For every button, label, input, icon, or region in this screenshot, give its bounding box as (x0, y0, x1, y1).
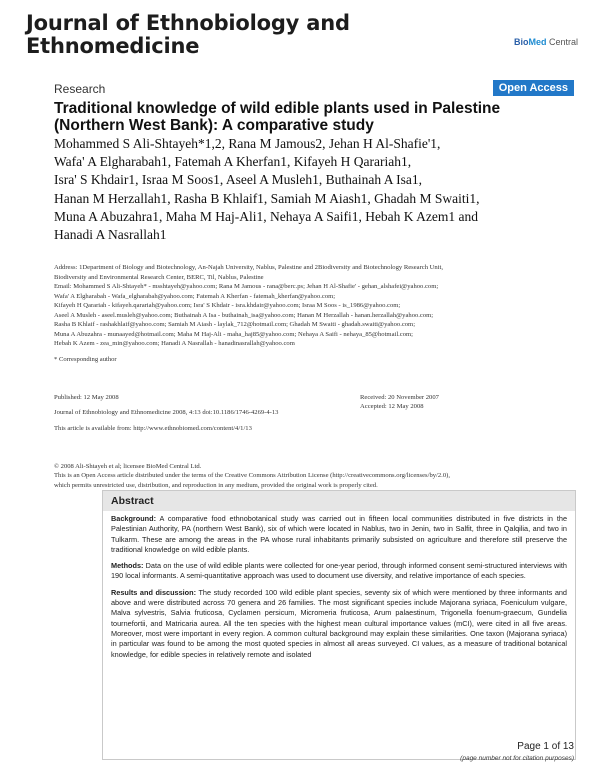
section-label: Research (54, 82, 106, 96)
article-title-line2: (Northern West Bank): A comparative study (54, 117, 374, 134)
copyright-line: which permits unrestricted use, distribution, and reproduction in any medium, provided the original work is properly cited. (54, 481, 378, 489)
abstract-results (111, 588, 567, 660)
abstract-box (102, 490, 576, 760)
author-line: Mohammed S Ali-Shtayeh*1,2, Rana M Jamous2, Jehan H Al-Shafie'1, (54, 136, 441, 151)
author-line: Hanan M Herzallah1, Rasha B Khlaif1, Samiah M Aiash1, Ghadah M Swaiti1, (54, 190, 480, 206)
logo-bio: Bio (513, 37, 529, 47)
copyright-line: © 2008 Ali-Shtayeh et al; licensee BioMed Central Ltd. (54, 463, 202, 470)
author-line: Hanadi A Nasrallah1 (54, 227, 167, 243)
results-text: The study recorded 100 wild edible plant species, seventy six of which were mentioned by three informants and above and were distributed across 70 genera and 26 families. The most significant species include Majorana syriaca, Foeniculum vulgare, Malva sylvestris, Salvia fruticosa, Cyclamen persicum, Micromeria fruticosa, Arum palaestinum, Trigonella foenum-graecum, Gundelia tournefortii, and Matricaria aurea. All the ten species with the highest mean cultural importance values (mCI), were cited in all five areas. Moreover, most were important in every region. A common cultural background may explain these similarities. One taxon (Majorana syriaca) in particular was found to be among the most quoted species in almost all areas surveyed. CI values, as a measure of traditional botanical knowledge, for edible species in relatively remote and isolated (111, 587, 567, 659)
journal-title-line2: Ethnomedicine (26, 34, 200, 58)
email-row[interactable]: Aseel A Musleh - aseel.musleh@yahoo.com; Buthainah A Isa - buthainah_isa@yahoo.com; Hanan M Herzallah - hanan.herzallah@yahoo.com; (54, 311, 434, 319)
email-row[interactable]: Wafa' A Elgharabah - Wafa_elgharabah@yahoo.com; Fatemah A Kherfan - fatemah_kherfan@yahoo.com; (54, 292, 336, 300)
article-title (54, 100, 574, 134)
author-line: Muna A Abuzahra1, Maha M Haj-Ali1, Nehaya A Saifi1, Hebah K Azem1 and (54, 208, 479, 224)
corresponding-author-note: * Corresponding author (54, 355, 117, 363)
publication-info (54, 393, 354, 433)
email-row[interactable]: Rasha B Khlaif - rashakhlaif@yahoo.com; Samiah M Aiash - laylak_712@hotmail.com; Ghadah M Swaiti - ghadah.swaiti@yahoo.com; (54, 321, 416, 328)
email-row[interactable]: Hebah K Azem - zea_min@yahoo.com; Hanadi A Nasrallah - hanadinasrallah@yahoo.com (54, 340, 295, 347)
methods-label: Methods: (111, 561, 144, 571)
abstract-methods (111, 561, 567, 582)
background-label: Background: (111, 514, 156, 523)
logo-med: Med (528, 37, 547, 47)
author-line: Wafa' A Elgharabah1, Fatemah A Kherfan1, Kifayeh H Qarariah1, (54, 154, 412, 170)
biomed-central-logo[interactable] (514, 37, 578, 47)
accepted-date: Accepted: 12 May 2008 (360, 403, 424, 411)
journal-title (26, 12, 350, 58)
article-url[interactable]: This article is available from: http://www.ethnobiomed.com/content/4/1/13 (54, 424, 252, 432)
methods-text: Data on the use of wild edible plants were collected for one-year period, through informed consent semi-structured interviews with 190 local informants. A semi-quantitative approach was used to document use diversity, and relative importance of each species. (111, 561, 567, 581)
author-list (54, 135, 574, 244)
email-list (54, 282, 574, 364)
page-number: Page 1 of 13 (517, 741, 574, 752)
copyright-notice (54, 462, 574, 490)
journal-title-line1: Journal of Ethnobiology and (26, 11, 350, 35)
abstract-background (111, 514, 567, 555)
address-line: Address: 1Department of Biology and Biotechnology, An-Najah University, Nablus, Palestine and 2Biodiversity and Biotechnology Research Unit, (54, 264, 444, 271)
email-row[interactable]: Email: Mohammed S Ali-Shtayeh* - msshtayeh@yahoo.com; Rana M Jamous - rana@berc.ps; Jehan H Al-Shafie' - gehan_alshafei@yahoo.com; (54, 283, 439, 290)
background-text: A comparative food ethnobotanical study was carried out in fifteen local communities distributed in five districts in the Palestinian Authority, PA (northern West Bank), six of which were located in Nablus, two in Jenin, two in Salfit, three in Qalqilia, and two in Tulkarm. These are among the areas in the PA whose rural inhabitants primarily subsisted on agriculture and therefore still preserve the traditional knowledge on wild edible plants. (111, 514, 567, 554)
published-date: Published: 12 May 2008 (54, 394, 119, 401)
logo-central: Central (546, 37, 578, 47)
page-number-note: (page number not for citation purposes) (460, 755, 574, 762)
copyright-line: This is an Open Access article distributed under the terms of the Creative Commons Attribution License (http://creativecommons.org/licenses/by/2.0), (54, 472, 450, 480)
email-row[interactable]: Kifayeh H Qarariah - kifayeh.qarariah@yahoo.com; Isra' S Khdair - isra.khdair@yahoo.com; Israa M Soos - is_1986@yahoo.com; (54, 302, 401, 309)
results-label: Results and discussion: (111, 587, 197, 597)
email-row[interactable]: Muna A Abuzahra - munaayed@hotmail.com; Maha M Haj-Ali - maha_haj85@yahoo.com; Nehaya A Saifi - nehaya_85@hotmail.com; (54, 330, 413, 338)
citation: Journal of Ethnobiology and Ethnomedicine 2008, 4:13 doi:10.1186/1746-4269-4-13 (54, 409, 279, 417)
article-title-line1: Traditional knowledge of wild edible plants used in Palestine (54, 100, 501, 117)
received-date: Received: 20 November 2007 (360, 394, 439, 401)
affiliation-address (54, 263, 574, 282)
open-access-badge: Open Access (493, 80, 574, 96)
abstract-heading: Abstract (103, 491, 575, 511)
abstract-body (103, 511, 575, 660)
received-accepted (360, 393, 560, 412)
address-line: Biodiversity and Environmental Research Center, BERC, Til, Nablus, Palestine (54, 273, 264, 281)
author-line: Isra' S Khdair1, Israa M Soos1, Aseel A Musleh1, Buthainah A Isa1, (54, 172, 423, 188)
